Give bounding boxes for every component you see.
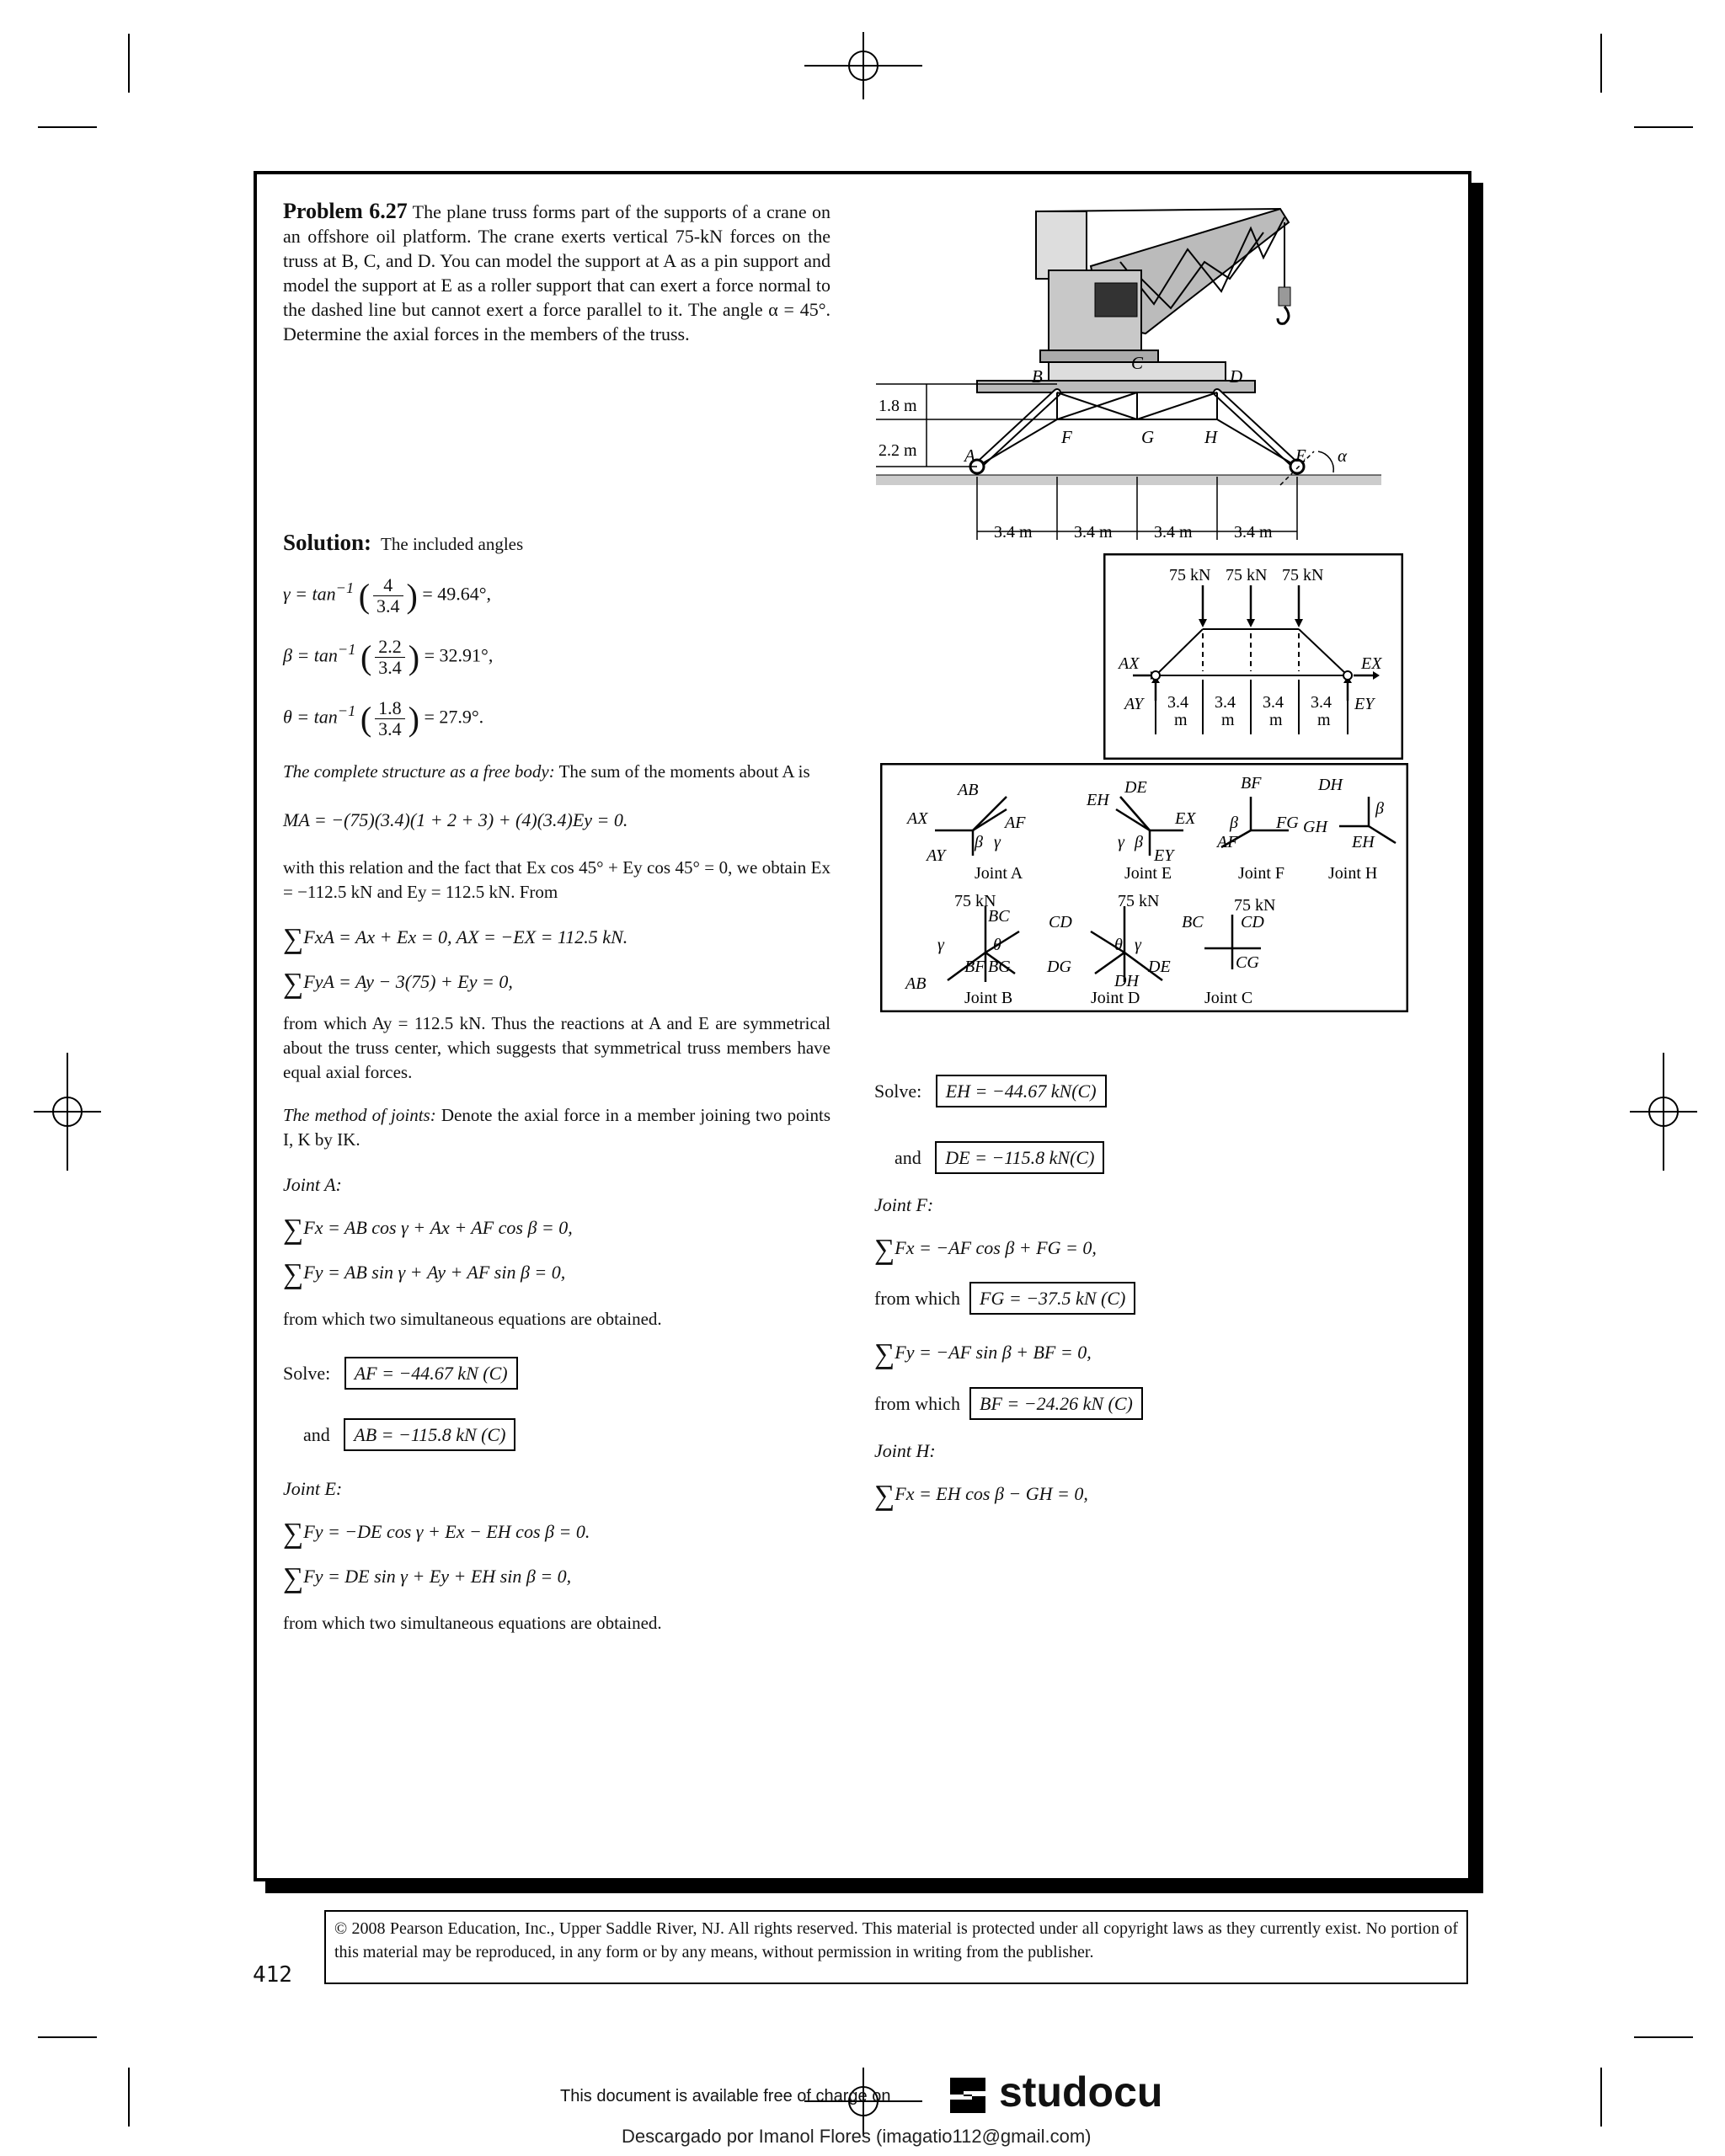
fbd-unit-4: m bbox=[1317, 711, 1331, 729]
eq-beta: $\beta = \tan^{-1}$ ( $\frac{2.2}{3.4}$ ) = 32.91°, bbox=[283, 636, 494, 678]
crop-mark bbox=[38, 126, 97, 128]
jt-eh: EH bbox=[1087, 791, 1109, 809]
jt-h-eh: EH bbox=[1352, 833, 1375, 851]
jt-b-gamma: γ bbox=[937, 936, 944, 954]
problem-title: Problem 6.27 bbox=[283, 199, 408, 223]
fbd-text: The sum of the moments about A is bbox=[558, 761, 810, 782]
point-E: E bbox=[1295, 446, 1306, 466]
jt-bg: BG bbox=[988, 958, 1011, 976]
studocu-wordmark: studocu bbox=[999, 2068, 1163, 2116]
fbd-ey: EY bbox=[1354, 695, 1375, 713]
joint-f-title: Joint F: bbox=[874, 1194, 934, 1215]
problem-statement bbox=[283, 199, 830, 346]
solution-left bbox=[283, 531, 830, 1636]
joint-e-fy1: ∑Fy = −DE cos γ + Ex − EH cos β = 0. bbox=[283, 1518, 590, 1550]
solve-ab-row: and AB = −115.8 kN (C) bbox=[283, 1418, 830, 1451]
joint-h-title: Joint H: bbox=[874, 1439, 936, 1461]
joints-figure bbox=[880, 763, 1408, 1012]
fbd-figure bbox=[1103, 553, 1403, 760]
jt-gh: GH bbox=[1303, 818, 1327, 836]
solve-af-row: Solve: AF = −44.67 kN (C) bbox=[283, 1357, 830, 1390]
crop-mark bbox=[1600, 34, 1602, 93]
jt-label-h: Joint H bbox=[1328, 864, 1378, 883]
dim-1-8m: 1.8 m bbox=[879, 397, 917, 415]
joint-a-title: Joint A: bbox=[283, 1173, 342, 1195]
dim-span-3: 3.4 m bbox=[1154, 523, 1193, 542]
crop-mark bbox=[128, 2068, 130, 2127]
joint-a-fy: ∑Fy = AB sin γ + Ay + AF sin β = 0, bbox=[283, 1258, 566, 1290]
jt-dh-d: DH bbox=[1114, 972, 1139, 990]
jt-f-af: AF bbox=[1217, 833, 1238, 851]
registration-mark-right bbox=[1630, 1053, 1697, 1171]
jt-load-d: 75 kN bbox=[1118, 892, 1160, 910]
fbd-unit-1: m bbox=[1174, 711, 1188, 729]
angle-alpha: α bbox=[1338, 446, 1348, 466]
solution-right bbox=[874, 1075, 1422, 1512]
answer-eh: EH = −44.67 kN(C) bbox=[936, 1075, 1107, 1107]
jt-label-c: Joint C bbox=[1204, 989, 1253, 1007]
point-D: D bbox=[1230, 366, 1243, 387]
jt-label-a: Joint A bbox=[975, 864, 1023, 883]
jt-e-beta: β bbox=[1135, 833, 1143, 851]
jt-load-b: 75 kN bbox=[954, 892, 996, 910]
jt-d-gamma: γ bbox=[1135, 936, 1141, 954]
point-A: A bbox=[964, 446, 975, 466]
jt-e-gamma: γ bbox=[1118, 833, 1124, 851]
dim-span-1: 3.4 m bbox=[994, 523, 1033, 542]
crop-mark bbox=[38, 2036, 97, 2038]
fbd-load-c: 75 kN bbox=[1226, 566, 1268, 584]
jt-bc-c: BC bbox=[1182, 913, 1204, 931]
symmetry-text: from which Ay = 112.5 kN. Thus the reactions at A and E are symmetrical about the truss center, which suggests that symmetrical truss members have equal axial forces. bbox=[283, 1012, 830, 1082]
page-number: 412 bbox=[253, 1962, 292, 1988]
problem-text: The plane truss forms part of the supports of a crane on an offshore oil platform. The crane exerts vertical 75-kN forces on the truss at B, C, and D. You can model the support at A as a pin support and model the support at E as a roller support that can exert a force normal to the dashed line but cannot exert a force parallel to it. The angle α = 45°. Determine the axial forces in the members of the truss. bbox=[283, 201, 830, 344]
jt-ey: EY bbox=[1154, 846, 1174, 865]
dim-span-2: 3.4 m bbox=[1074, 523, 1113, 542]
simultaneous-text-e: from which two simultaneous equations are obtained. bbox=[283, 1612, 662, 1633]
moment-equation: MA = −(75)(3.4)(1 + 2 + 3) + (4)(3.4)Ey = 0. bbox=[283, 809, 628, 830]
jt-af: AF bbox=[1005, 814, 1026, 832]
joint-e-title: Joint E: bbox=[283, 1477, 343, 1499]
jt-h-beta: β bbox=[1375, 799, 1384, 818]
answer-af: AF = −44.67 kN (C) bbox=[344, 1357, 518, 1390]
fbd-title: The complete structure as a free body: bbox=[283, 761, 555, 782]
point-H: H bbox=[1204, 427, 1218, 447]
dim-2-2m: 2.2 m bbox=[879, 441, 917, 460]
dim-span-4: 3.4 m bbox=[1234, 523, 1273, 542]
fbd-ay: AY bbox=[1124, 695, 1144, 713]
crane-figure bbox=[868, 199, 1423, 544]
fbd-ax: AX bbox=[1119, 654, 1140, 673]
answer-fg: FG = −37.5 kN (C) bbox=[969, 1282, 1135, 1315]
jt-a-beta: β bbox=[975, 833, 983, 851]
bf-row: from which BF = −24.26 kN (C) bbox=[874, 1387, 1422, 1420]
jt-load-c: 75 kN bbox=[1234, 896, 1276, 915]
jt-ab: AB bbox=[958, 781, 979, 799]
crop-mark bbox=[1634, 2036, 1693, 2038]
fbd-load-b: 75 kN bbox=[1169, 566, 1211, 584]
jt-de: DE bbox=[1124, 778, 1147, 797]
sum-fy-equation: ∑FyA = Ay − 3(75) + Ey = 0, bbox=[283, 968, 513, 1000]
solve-eh-row: Solve: EH = −44.67 kN(C) bbox=[874, 1075, 1422, 1107]
fbd-unit-3: m bbox=[1269, 711, 1283, 729]
jt-label-e: Joint E bbox=[1124, 864, 1172, 883]
fg-row: from which FG = −37.5 kN (C) bbox=[874, 1282, 1422, 1315]
solve-de-row: and DE = −115.8 kN(C) bbox=[874, 1141, 1422, 1174]
joint-e-fy2: ∑Fy = DE sin γ + Ey + EH sin β = 0, bbox=[283, 1562, 572, 1594]
relation-text: with this relation and the fact that Ex cos 45° + Ey cos 45° = 0, we obtain Ex = −112.5 kN and Ey = 112.5 kN. From bbox=[283, 857, 830, 902]
jt-bc: BC bbox=[988, 907, 1010, 926]
point-G: G bbox=[1141, 427, 1155, 447]
solution-heading: Solution: bbox=[283, 530, 372, 555]
answer-de: DE = −115.8 kN(C) bbox=[935, 1141, 1104, 1174]
jt-dh: DH bbox=[1318, 776, 1343, 794]
crop-mark bbox=[1600, 2068, 1602, 2127]
solution-intro: The included angles bbox=[381, 534, 524, 554]
jt-bf-b: BF bbox=[964, 958, 985, 976]
jt-cd-c: CD bbox=[1241, 913, 1264, 931]
registration-mark-top bbox=[804, 32, 922, 99]
crop-mark bbox=[128, 34, 130, 93]
jt-de-d: DE bbox=[1148, 958, 1171, 976]
jt-label-d: Joint D bbox=[1091, 989, 1140, 1007]
jt-fg: FG bbox=[1276, 814, 1299, 832]
fbd-ex: EX bbox=[1361, 654, 1382, 673]
crop-mark bbox=[1634, 126, 1693, 128]
fbd-unit-2: m bbox=[1221, 711, 1235, 729]
eq-theta: $\theta = \tan^{-1}$ ( $\frac{1.8}{3.4}$ ) = 27.9°. bbox=[283, 697, 484, 739]
sum-fx-equation: ∑FxA = Ax + Ex = 0, AX = −EX = 112.5 kN. bbox=[283, 923, 628, 955]
jt-label-b: Joint B bbox=[964, 989, 1013, 1007]
fbd-span-2: 3.4 bbox=[1215, 693, 1236, 712]
answer-ab: AB = −115.8 kN (C) bbox=[344, 1418, 515, 1451]
footer-downloaded-text: Descargado por Imanol Flores (imagatio112@gmail.com) bbox=[622, 2126, 1092, 2147]
joint-a-fx: ∑Fx = AB cos γ + Ax + AF cos β = 0, bbox=[283, 1214, 573, 1246]
fbd-span-4: 3.4 bbox=[1311, 693, 1332, 712]
jt-ex: EX bbox=[1175, 809, 1196, 828]
fbd-load-d: 75 kN bbox=[1282, 566, 1324, 584]
simultaneous-text-a: from which two simultaneous equations are obtained. bbox=[283, 1308, 662, 1329]
jt-cg: CG bbox=[1236, 953, 1259, 972]
jt-ax: AX bbox=[907, 809, 928, 828]
studocu-logo[interactable] bbox=[942, 2068, 1162, 2120]
jt-a-gamma: γ bbox=[994, 833, 1001, 851]
jt-d-theta: θ bbox=[1114, 936, 1123, 954]
jt-dg: DG bbox=[1047, 958, 1071, 976]
jt-ab-b: AB bbox=[905, 974, 927, 993]
joint-f-fx: ∑Fx = −AF cos β + FG = 0, bbox=[874, 1234, 1097, 1266]
copyright-notice: © 2008 Pearson Education, Inc., Upper Saddle River, NJ. All rights reserved. This material is protected under all copyright laws as they currently exist. No portion of this material may be reproduced, in any form or by any means, without permission in writing from the publisher. bbox=[324, 1910, 1468, 1984]
point-B: B bbox=[1032, 366, 1043, 387]
jt-cd: CD bbox=[1049, 913, 1072, 931]
joint-h-fx: ∑Fx = EH cos β − GH = 0, bbox=[874, 1480, 1088, 1512]
method-title: The method of joints: bbox=[283, 1104, 436, 1125]
answer-bf: BF = −24.26 kN (C) bbox=[969, 1387, 1143, 1420]
method-text: Denote the axial force in a member joining two points I, K by IK. bbox=[283, 1104, 830, 1150]
eq-gamma: $\gamma = \tan^{-1}$ ( $\frac{4}{3.4}$ ) = 49.64°, bbox=[283, 574, 492, 616]
jt-ay: AY bbox=[927, 846, 946, 865]
footer-available-text: This document is available free of charge on bbox=[560, 2087, 891, 2105]
point-C: C bbox=[1131, 353, 1144, 373]
registration-mark-left bbox=[34, 1053, 101, 1171]
point-F: F bbox=[1061, 427, 1072, 447]
joint-f-fy: ∑Fy = −AF sin β + BF = 0, bbox=[874, 1338, 1092, 1370]
jt-b-theta: θ bbox=[993, 936, 1001, 954]
jt-f-beta: β bbox=[1230, 814, 1238, 832]
studocu-logo-icon bbox=[942, 2071, 994, 2120]
jt-bf: BF bbox=[1241, 774, 1262, 792]
fbd-span-3: 3.4 bbox=[1263, 693, 1284, 712]
jt-label-f: Joint F bbox=[1238, 864, 1285, 883]
fbd-span-1: 3.4 bbox=[1167, 693, 1188, 712]
